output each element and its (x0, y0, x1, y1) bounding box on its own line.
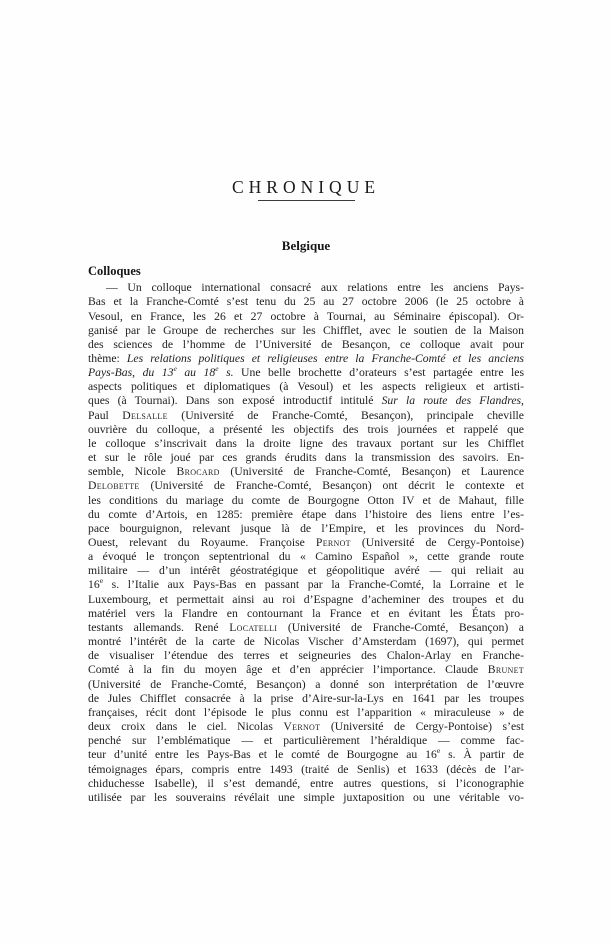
text-line (88, 593, 524, 607)
text-line (88, 550, 524, 564)
text-segment: (Université de Cergy-Pontoise) (350, 536, 524, 549)
text-line (88, 720, 524, 734)
text-line (88, 281, 524, 295)
text-segment: Brocard (176, 465, 220, 479)
text-segment: matériel vers la Flandre en contournant la France et en évitant les États pro- (88, 606, 524, 620)
text-segment: Sur la route des Flandres, (381, 394, 524, 408)
text-segment: s. (218, 366, 234, 380)
text-line (88, 324, 524, 338)
text-line (88, 706, 524, 720)
text-line (88, 734, 524, 748)
text-line (88, 380, 524, 394)
text-line (88, 564, 524, 578)
title-underline (258, 200, 355, 201)
text-line (88, 494, 524, 508)
text-segment: utilisée par les souverains révélait une simple juxtaposition ou une véritable vo- (88, 790, 524, 804)
text-segment: (Université de Franche-Comté, Besançon) et Laurence (219, 465, 525, 479)
text-segment: Les relations politiques et religieuses entre la Franche-Comté et les anciens (126, 351, 524, 365)
text-line (88, 508, 524, 522)
text-segment: et sur le rôle joué par ces grands érudits dans la transmission des savoirs. En- (88, 451, 524, 465)
text-segment: Vernot (283, 720, 321, 734)
text-line (88, 621, 524, 635)
text-segment: (Université de Franche-Comté, Besançon) ont décrit le contexte et (139, 479, 524, 493)
text-line (88, 295, 524, 309)
text-line (88, 366, 524, 380)
text-segment: témoignages épars, compris entre 1493 (traité de Senlis) et 1633 (décès de l’ar- (88, 762, 524, 776)
text-line (88, 536, 524, 550)
text-segment: du comte d’Artois, en 1285: première étape dans l’histoire des liens entre l’es- (88, 507, 524, 521)
text-line (88, 663, 524, 677)
text-line (88, 522, 524, 536)
text-line (88, 578, 524, 592)
text-segment: Pays-Bas, du 13 (88, 366, 174, 380)
text-segment: de Jules Chifflet consacrée à la prise d’Aire-sur-la-Lys en 1641 par les troupes (88, 691, 524, 705)
text-line (88, 409, 524, 423)
text-segment: Bas et la Franche-Comté s’est tenu du 25 au 27 octobre 2006 (le 25 octobre à (88, 295, 524, 309)
text-segment: deux croix dans le ciel. Nicolas (88, 720, 284, 734)
text-line (88, 437, 524, 451)
text-segment: e (99, 576, 104, 586)
text-line (88, 352, 524, 366)
text-line (88, 748, 524, 762)
text-segment: aspects politiques et diplomatiques (à Vesoul) et les aspects religieux et artisti- (88, 380, 524, 394)
text-segment: françaises, récit dont l’épisode le plus connu est l’apparition « miraculeuse » de (88, 705, 524, 719)
text-line (88, 678, 524, 692)
article-body (88, 281, 524, 805)
text-line (88, 338, 524, 352)
text-segment: Pernot (315, 536, 351, 549)
page-title: CHRONIQUE (231, 177, 381, 197)
text-segment: Delobette (88, 479, 140, 493)
text-segment: au 18 (176, 366, 216, 380)
text-segment: s. l’Italie aux Pays-Bas en passant par la Franche-Comté, la Lorraine et le (103, 578, 524, 592)
text-segment: s. À partir de (440, 748, 524, 762)
text-segment: (Université de Cergy-Pontoise) s’est (320, 720, 524, 734)
text-line (88, 692, 524, 706)
text-line (88, 479, 524, 493)
text-segment: e (215, 364, 219, 374)
text-line (88, 763, 524, 777)
text-segment: des sciences de l’homme de l’Université de Besançon, ce colloque avait pour (88, 337, 524, 351)
colloques-heading: Colloques (88, 264, 141, 279)
text-segment: les conditions du mariage du comte de Bourgogne Otton IV et de Mahaut, fille (88, 493, 524, 507)
text-line (88, 791, 524, 805)
text-segment: testants allemands. René (88, 620, 230, 634)
text-segment: Une belle brochette d’orateurs s’est partagée entre les (233, 366, 524, 380)
text-segment: (Université de Franche-Comté, Besançon) a donné son interprétation de l’œuvre (88, 677, 524, 691)
text-segment: pace bourguignon, relevant jusque là de l’Empire, et les provinces du Nord- (88, 521, 524, 535)
text-line (88, 423, 524, 437)
text-segment: semble, Nicole (88, 465, 177, 479)
text-segment: teur d’unité entre les Pays-Bas et le comté de Bourgogne au 16 (88, 748, 437, 762)
text-line (88, 649, 524, 663)
text-segment: — Un colloque international consacré aux relations entre les anciens Pays- (106, 281, 524, 295)
text-line (88, 607, 524, 621)
text-line (88, 394, 524, 408)
text-line (88, 310, 524, 324)
text-segment: de visualiser l’étendue des terres et seigneuries des Chalon-Arlay en Franche- (88, 649, 524, 663)
text-segment: (Université de Franche-Comté, Besançon), principale cheville (167, 408, 524, 422)
text-segment: ganisé par le Groupe de recherches sur les Chifflet, avec le soutien de la Maison (88, 323, 524, 337)
text-segment: e (173, 364, 177, 374)
text-segment: ouvrière du colloque, a présenté les objectifs des trois journées et rappelé que (88, 422, 524, 436)
text-segment: le colloque s’inscrivait dans la droite ligne des travaux portant sur les Chifflet (88, 436, 524, 450)
text-line (88, 635, 524, 649)
text-line (88, 451, 524, 465)
text-segment: (Université de Franche-Comté, Besançon) a (277, 620, 524, 634)
text-segment: thème: (88, 351, 127, 365)
text-segment: Ouest, relevant du Royaume. Françoise (88, 536, 316, 549)
text-segment: Locatelli (229, 620, 278, 634)
text-segment: militaire — d’un intérêt géostratégique et géopolitique avéré — qui reliait au (88, 564, 524, 578)
text-segment: montré l’intérêt de la carte de Nicolas Vischer d’Amsterdam (1697), qui permet (88, 635, 524, 649)
text-segment: chiduchesse Isabelle), il s’est demandé, entre autres questions, si l’iconographie (88, 776, 524, 790)
text-segment: Comté à la fin du moyen âge et d’en apprécier l’importance. Claude (88, 663, 488, 677)
text-line (88, 465, 524, 479)
text-segment: penché sur l’emblématique — et particulièrement l’héraldique — comme fac- (88, 734, 524, 748)
text-segment: a évoqué le tronçon septentrional du « Camino Español », cette grande route (88, 550, 524, 564)
text-segment: Luxembourg, et permettait ainsi au roi d’Espagne d’acheminer des troupes et du (88, 592, 524, 606)
text-line (88, 777, 524, 791)
country-heading: Belgique (281, 238, 331, 254)
text-segment: Delsalle (122, 408, 168, 422)
text-column (88, 0, 524, 805)
text-segment: e (436, 746, 441, 756)
text-segment: ques (à Tournai). Dans son exposé introductif intitulé (88, 394, 382, 408)
text-segment: Paul (88, 408, 123, 422)
text-segment: Vesoul, en France, les 26 et 27 octobre à Tournai, au Séminaire épiscopal). Or- (88, 309, 524, 323)
text-segment: 16 (88, 578, 100, 592)
text-segment: Brunet (487, 663, 524, 677)
